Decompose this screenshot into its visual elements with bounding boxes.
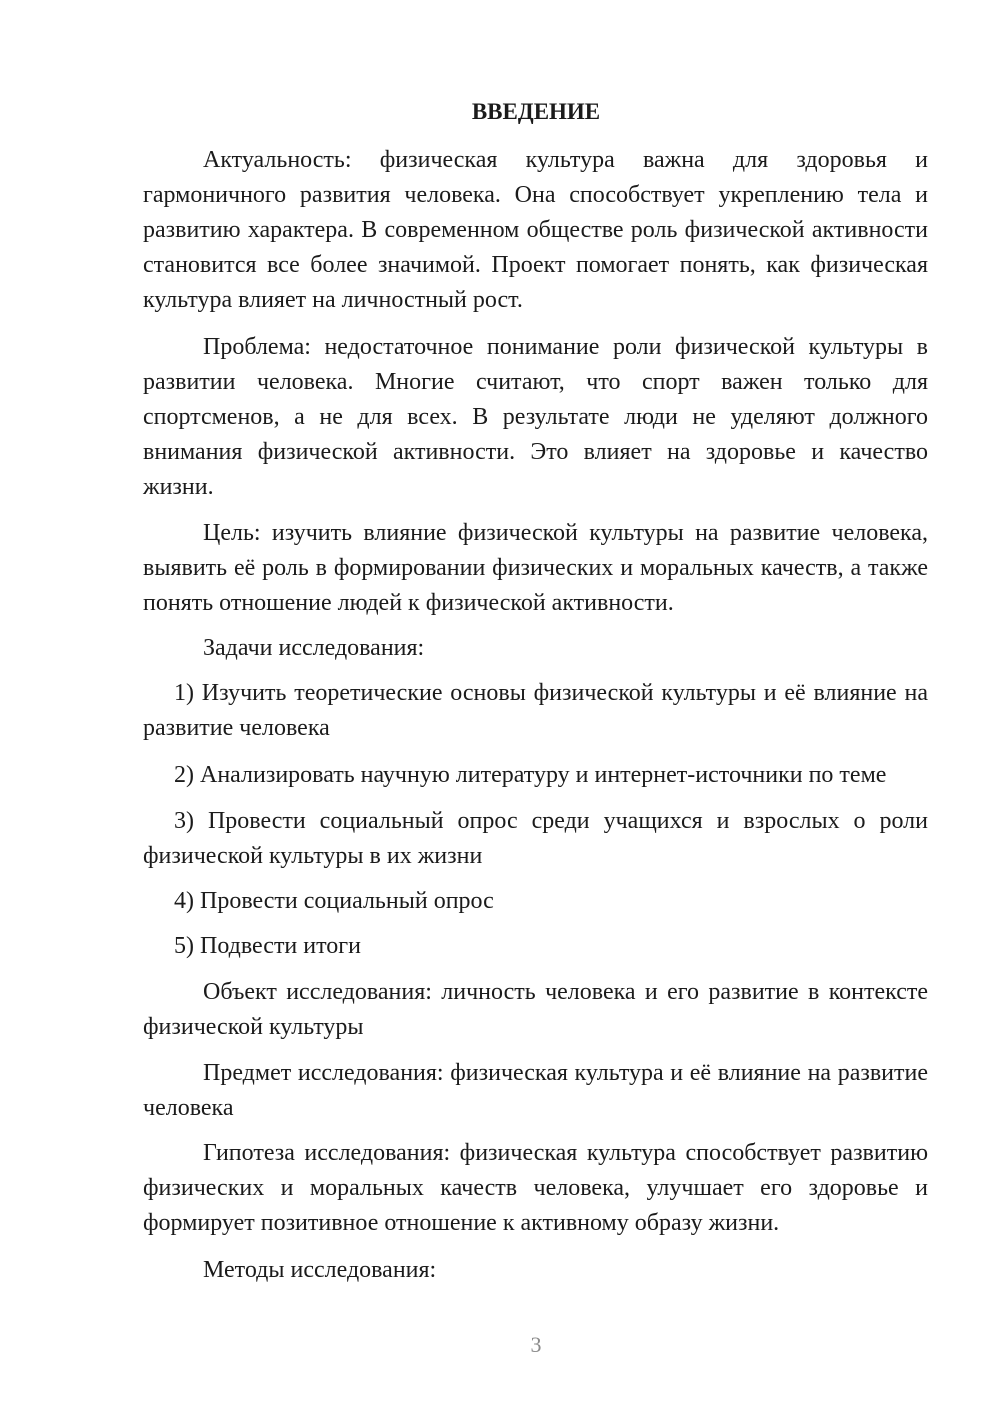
task-item-4: 4) Провести социальный опрос <box>174 888 494 914</box>
paragraph-problem: Проблема: недостаточное понимание роли физической культуры в развитии человека. Многие считают, что спорт важен только для спортсменов, а не для всех. В результате люди не уделяют должного внимания физической активности. Это влияет на здоровье и качество жизни. <box>143 334 928 500</box>
paragraph-object: Объект исследования: личность человека и его развитие в контексте физической культуры <box>143 979 928 1040</box>
paragraph-hypothesis: Гипотеза исследования: физическая культура способствует развитию физических и моральных качеств человека, улучшает его здоровье и формирует позитивное отношение к активному образу жизни. <box>143 1140 928 1236</box>
paragraph-relevance: Актуальность: физическая культура важна для здоровья и гармоничного развития человека. Она способствует укреплению тела и развитию характера. В современном обществе роль физической активности становится все более значимой. Проект помогает понять, как физическая культура влияет на личностный рост. <box>143 147 928 313</box>
paragraph-goal: Цель: изучить влияние физической культуры на развитие человека, выявить её роль в формировании физических и моральных качеств, а также понять отношение людей к физической активности. <box>143 520 928 616</box>
paragraph-tasks-heading: Задачи исследования: <box>203 635 425 661</box>
paragraph-methods-heading: Методы исследования: <box>203 1257 437 1283</box>
task-item-5: 5) Подвести итоги <box>174 933 361 959</box>
task-item-2: 2) Анализировать научную литературу и интернет-источники по теме <box>174 762 887 788</box>
task-item-3: 3) Провести социальный опрос среди учащихся и взрослых о роли физической культуры в их жизни <box>143 808 928 869</box>
paragraph-subject: Предмет исследования: физическая культура и её влияние на развитие человека <box>143 1060 928 1121</box>
page-number: 3 <box>530 1332 542 1357</box>
section-heading: ВВЕДЕНИЕ <box>471 99 601 124</box>
task-item-1: 1) Изучить теоретические основы физической культуры и её влияние на развитие человека <box>143 680 928 741</box>
